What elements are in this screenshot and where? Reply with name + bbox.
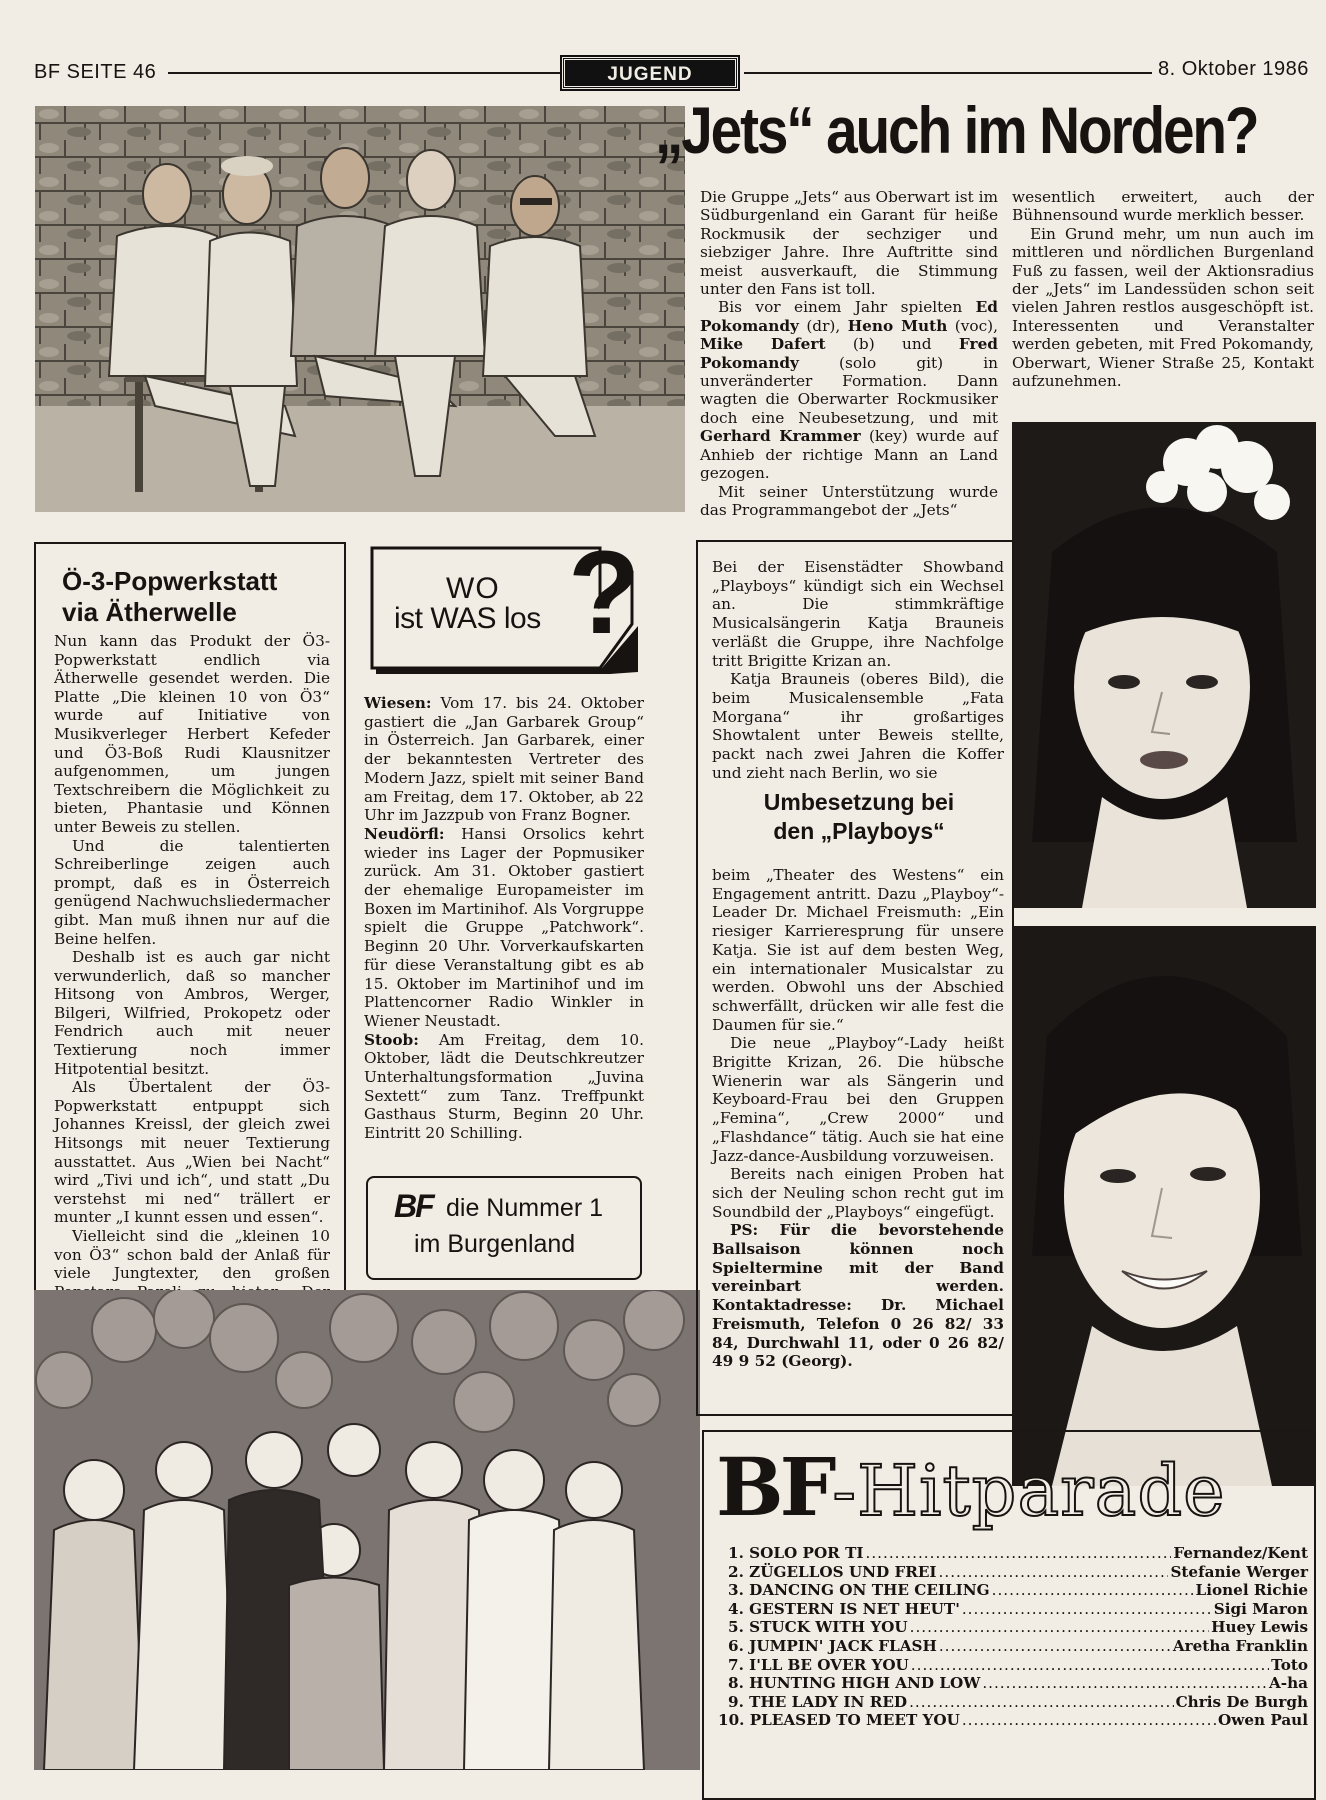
jets-text-col1 xyxy=(700,188,998,519)
hitparade-row xyxy=(718,1600,1308,1619)
hitparade-title: 7. I'LL BE OVER YOU xyxy=(728,1655,909,1674)
hitparade-artist: Owen Paul xyxy=(1218,1711,1308,1730)
hitparade-row xyxy=(718,1674,1308,1693)
playboys-intro-para: Bei der Eisenstädter Showband „Playboys“ kündigt sich ein Wechsel an. Die stimmkräftige Musicalsängerin Katja Brauneis verläßt die Gruppe, ihre Nachfolge tritt Brigitte Krizan an. xyxy=(712,558,1004,670)
playboys-title xyxy=(716,788,1002,846)
hitparade-leader-dots xyxy=(911,1656,1269,1675)
jets-headline: „Jets“ auch im Norden? xyxy=(655,93,1258,167)
hitparade-title: 2. ZÜGELLOS UND FREI xyxy=(728,1562,937,1581)
hitparade-artist: Stefanie Werger xyxy=(1170,1562,1308,1581)
bf-ad-logo: BF xyxy=(394,1188,433,1224)
hitparade-title-rest: -Hitparade xyxy=(832,1450,1226,1532)
hitparade-row xyxy=(718,1563,1308,1582)
popwerkstatt-para: Und die talentierten Schreiberlinge zeigen auch prompt, daß es in Österreich genügend Nachwuchsliedermacher gibt. Man muß ihnen nur auf die Beine helfen. xyxy=(54,836,330,948)
hitparade-artist: Fernandez/Kent xyxy=(1173,1544,1308,1562)
hitparade-leader-dots xyxy=(910,1618,1209,1637)
hitparade-leader-dots xyxy=(962,1600,1212,1619)
playboys-text xyxy=(712,866,1004,1371)
wo-ist-was-los-text xyxy=(364,694,644,1143)
playboys-para: Die neue „Playboy“-Lady heißt Brigitte Krizan, 26. Die hübsche Wienerin war als Sängerin und Keyboard-Frau bei den Gruppen „Femina“, „Crew 2000“ und „Flashdance“ tätig. Auch sie hat eine Jazz-dance-Ausbildung vorzuweisen. xyxy=(712,1034,1004,1165)
hitparade-leader-dots xyxy=(982,1674,1267,1693)
jets-text-col2 xyxy=(1012,188,1314,390)
popwerkstatt-text xyxy=(54,632,330,1320)
header-rule-right xyxy=(744,72,1152,74)
jets-col1-para: Die Gruppe „Jets“ aus Oberwart ist im Südburgenland ein Garant für heiße Rockmusik der sechziger und siebziger Jahre. Ihre Auftritte sind meist ausverkauft, die Stimmung unter den Fans ist toll. xyxy=(700,188,998,299)
hitparade-title-bf: BF xyxy=(716,1440,833,1534)
popwerkstatt-para: Nun kann das Produkt der Ö3-Popwerkstatt endlich via Ätherwelle gesendet werden. Die Platte „Die kleinen 10 von Ö3“ wurde auf Initiative von Musikverleger Herbert Kefeder und Ö3-Boß Rudi Klausnitzer aufgenommen, um jungen Textschreibern die Möglichkeit zu bieten, Phantasie und Können unter Beweis zu stellen. xyxy=(54,632,330,836)
popwerkstatt-title xyxy=(62,566,277,628)
wo-para: Stoob: Am Freitag, dem 10. Oktober, lädt die Deutschkreutzer Unterhaltungsformation „Juvina Sextett“ zum Tanz. Treffpunkt Gasthaus Sturm, Beginn 20 Uhr. Eintritt 20 Schilling. xyxy=(364,1030,644,1143)
issue-date: 8. Oktober 1986 xyxy=(1158,58,1309,80)
playboys-para: beim „Theater des Westens“ ein Engagement antritt. Dazu „Playboy“-Leader Dr. Michael Freismuth: „Ein riesiger Karrieresprung für unsere Katja. Sie ist auf dem besten Weg, ein internationaler Musicalstar zu werden. Obwohl uns der Abschied schwerfällt, drücken wir alle fest die Daumen für sie.“ xyxy=(712,866,1004,1034)
popwerkstatt-title-line1: Ö-3-Popwerkstatt xyxy=(62,566,278,596)
hitparade-leader-dots xyxy=(939,1563,1169,1582)
header-rule-left xyxy=(168,72,560,74)
hitparade-row xyxy=(718,1544,1308,1563)
hitparade-artist: Chris De Burgh xyxy=(1175,1692,1308,1711)
hitparade-leader-dots xyxy=(992,1581,1194,1600)
playboys-intro-para: Katja Brauneis (oberes Bild), die beim Musicalensemble „Fata Morgana“ ihr großartiges Showtalent unter Beweis stellte, packt nach zwei Jahren die Koffer und zieht nach Berlin, wo sie xyxy=(712,670,1004,782)
hitparade-row xyxy=(718,1693,1308,1712)
hitparade-leader-dots xyxy=(866,1544,1172,1563)
hitparade-title: 3. DANCING ON THE CEILING xyxy=(728,1581,990,1600)
hitparade-row xyxy=(718,1711,1308,1730)
hitparade-row xyxy=(718,1637,1308,1656)
hitparade-artist: Huey Lewis xyxy=(1211,1618,1308,1637)
hitparade-title xyxy=(716,1442,1226,1555)
hitparade-leader-dots xyxy=(909,1693,1174,1712)
hitparade-row xyxy=(718,1581,1308,1600)
jets-col1-para: Bis vor einem Jahr spielten Ed Pokomandy (dr), Heno Muth (voc), Mike Dafert (b) und Fred Pokomandy (solo git) in unveränderter Formation. Dann wagten die Oberwarter Rockmusiker doch eine Neubesetzung, und mit Gerhard Krammer (key) wurde auf Anhieb der richtige Mann an Land gezogen. xyxy=(700,298,999,483)
hitparade-row xyxy=(718,1656,1308,1675)
hitparade-title: 8. HUNTING HIGH AND LOW xyxy=(728,1674,981,1693)
hitparade-artist: Aretha Franklin xyxy=(1172,1636,1308,1655)
page-number: BF SEITE 46 xyxy=(34,61,157,83)
popwerkstatt-title-line2: via Ätherwelle xyxy=(62,597,237,627)
playboys-title-line1: Umbesetzung bei xyxy=(763,789,955,815)
popwerkstatt-para: Deshalb ist es auch gar nicht verwunderlich, daß so mancher Hitsong von Ambros, Werger, Bilgeri, Wilfried, Prokopetz oder Fendrich auch mit neuer Textierung noch immer Hitpotential besitzt. xyxy=(54,948,330,1078)
hitparade-row xyxy=(718,1618,1308,1637)
jets-col2-para: Ein Grund mehr, um nun auch im mittleren und nördlichen Burgenland Fuß zu fassen, weil der Aktionsradius der „Jets“ im Landessüden schon seit vielen Jahren restlos ausgeschöpft ist. Interessenten und Veranstalter werden gebeten, mit Fred Pokomandy, Oberwart, Wiener Straße 25, Kontakt aufzunehmen. xyxy=(1012,224,1314,391)
hitparade-artist: Sigi Maron xyxy=(1213,1599,1308,1618)
playboys-intro-text xyxy=(712,558,1004,782)
hitparade-artist: Lionel Richie xyxy=(1195,1581,1308,1600)
hitparade-artist: Toto xyxy=(1271,1655,1308,1674)
jets-band-photo xyxy=(35,106,685,512)
wo-question-mark: ? xyxy=(568,527,641,659)
brigitte-krizan-photo xyxy=(1012,926,1316,1486)
bf-ad-line2: im Burgenland xyxy=(414,1230,576,1258)
bf-ad-line1: die Nummer 1 xyxy=(446,1194,603,1222)
hitparade-leader-dots xyxy=(939,1637,1171,1656)
hitparade-title: 4. GESTERN IS NET HEUT' xyxy=(728,1599,960,1618)
popwerkstatt-para: Vielleicht sind die „kleinen 10 von Ö3“ schon bald der Anlaß für viele Jungtexter, den großen xyxy=(54,1227,330,1283)
hitparade-title: 9. THE LADY IN RED xyxy=(728,1692,908,1711)
popwerkstatt-group-photo xyxy=(34,1290,700,1770)
hitparade-leader-dots xyxy=(962,1711,1216,1730)
hitparade-artist: A-ha xyxy=(1269,1674,1308,1693)
playboys-para: Bereits nach einigen Proben hat sich der Neuling schon recht gut im Soundbild der „Playboys“ eingefügt. xyxy=(712,1165,1004,1221)
wo-line1: WO xyxy=(446,572,500,605)
hitparade-title: 5. STUCK WITH YOU xyxy=(728,1618,908,1637)
hitparade-title: 1. SOLO POR TI xyxy=(728,1544,864,1562)
wo-para: Wiesen: Vom 17. bis 24. Oktober gastiert die „Jan Garbarek Group“ in Österreich. Jan Garbarek, einer der bekanntesten Vertreter des Modern Jazz, spielt mit seiner Band am Freitag, dem 17. Oktober, ab 22 Uhr im Jazzpub von Franz Bogner. xyxy=(364,694,644,825)
katja-brauneis-photo xyxy=(1012,422,1316,908)
jets-col2-para: wesentlich erweitert, auch der Bühnensound wurde merklich besser. xyxy=(1012,188,1314,225)
section-label: JUGEND xyxy=(562,57,738,89)
wo-ist-was-los-logo xyxy=(362,527,648,678)
hitparade-title: 10. PLEASED TO MEET YOU xyxy=(718,1711,960,1730)
popwerkstatt-para: Als Übertalent der Ö3-Popwerkstatt entpuppt sich Johannes Kreissl, der gleich zwei Hitsongs mit neuer Textierung ausstattet. Aus „Wien bei Nacht“ wird „Tivi und ich“, und statt „Du verstehst mi ned“ trällert er munter „I kunnt essen und essen“. xyxy=(54,1078,330,1227)
playboys-title-line2: den „Playboys“ xyxy=(773,818,945,844)
jets-col1-para: Mit seiner Unterstützung wurde das Programmangebot der „Jets“ xyxy=(700,482,998,519)
hitparade-list xyxy=(718,1544,1308,1730)
playboys-ps: PS: Für die bevorstehende Ballsaison können noch Spieltermine mit der Band vereinbart werden. Kontaktadresse: Dr. Michael Freismuth, Telefon 0 26 82/ 33 84, Durchwahl 11, oder 0 26 82/ 49 9 52 (Georg). xyxy=(712,1221,1004,1371)
hitparade-title: 6. JUMPIN' JACK FLASH xyxy=(728,1636,937,1655)
wo-para: Neudörfl: Hansi Orsolics kehrt wieder ins Lager der Popmusiker zurück. Am 31. Oktober gastiert der ehemalige Europameister im Boxen im Martinihof. Als Vorgruppe spielt die Gruppe „Patchwork“. Beginn 20 Uhr. Vorverkaufskarten für diese Veranstaltung gibt es ab 15. Oktober im Martinihof und im Plattencorner Radio Winkler in Wiener Neustadt. xyxy=(364,824,644,1030)
wo-line2: ist WAS los xyxy=(394,602,541,635)
